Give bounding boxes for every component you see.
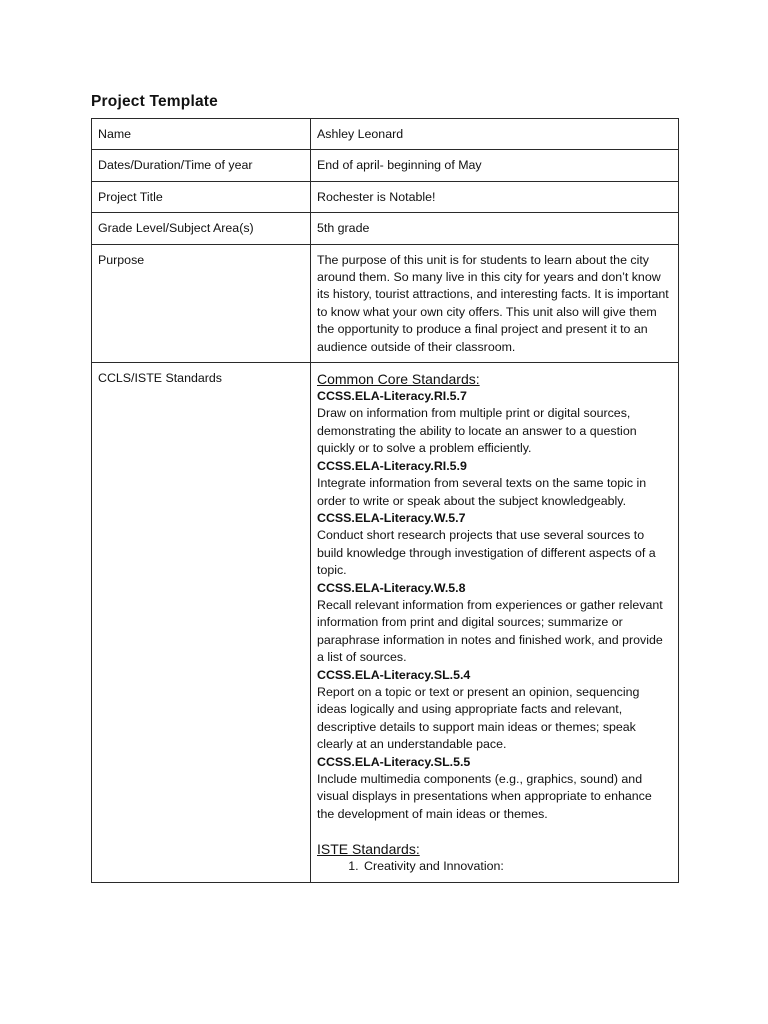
common-core-heading: Common Core Standards: <box>317 371 480 388</box>
row-value: Rochester is Notable! <box>311 181 679 212</box>
row-value: 5th grade <box>311 213 679 244</box>
table-row-purpose <box>92 244 679 362</box>
standard-description: Draw on information from multiple print or digital sources, demonstrating the ability to locate an answer to a question quickly or to solve a problem efficiently. <box>317 406 637 456</box>
row-label: CCLS/ISTE Standards <box>92 363 311 883</box>
standard-code: CCSS.ELA-Literacy.SL.5.5 <box>317 754 471 769</box>
table-row-grade <box>92 213 679 244</box>
row-label: Project Title <box>92 181 311 212</box>
row-label: Name <box>92 119 311 150</box>
row-value: End of april- beginning of May <box>311 150 679 181</box>
table-row-dates <box>92 150 679 181</box>
iste-list <box>317 858 672 875</box>
standard-code: CCSS.ELA-Literacy.SL.5.4 <box>317 667 471 682</box>
row-label: Grade Level/Subject Area(s) <box>92 213 311 244</box>
row-value: Ashley Leonard <box>311 119 679 150</box>
standards-cell <box>311 363 679 883</box>
standard-description: Conduct short research projects that use several sources to build knowledge through investigation of different aspects of a topic. <box>317 528 656 578</box>
row-label: Purpose <box>92 244 311 362</box>
spacer <box>317 823 672 840</box>
table-row-standards <box>92 363 679 883</box>
list-item: 1. Creativity and Innovation: <box>362 858 672 875</box>
table-row-project-title <box>92 181 679 212</box>
standard-description: Recall relevant information from experiences or gather relevant information from print and digital sources; summarize or paraphrase information in notes and finished work, and provide a list of sources. <box>317 597 663 665</box>
standard-code: CCSS.ELA-Literacy.RI.5.7 <box>317 389 467 404</box>
standard-description: Integrate information from several texts on the same topic in order to write or speak about the subject knowledgeably. <box>317 476 647 508</box>
standard-code: CCSS.ELA-Literacy.RI.5.9 <box>317 458 467 473</box>
project-template-table <box>91 118 679 883</box>
table-row-name <box>92 119 679 150</box>
standard-code: CCSS.ELA-Literacy.W.5.7 <box>317 510 466 525</box>
standard-description: Include multimedia components (e.g., graphics, sound) and visual displays in presentations when appropriate to enhance the development of main ideas or themes. <box>317 772 652 821</box>
document-title: Project Template <box>91 93 218 110</box>
iste-heading: ISTE Standards: <box>317 841 420 858</box>
row-label: Dates/Duration/Time of year <box>92 150 311 181</box>
standard-description: Report on a topic or text or present an opinion, sequencing ideas logically and using appropriate facts and relevant, descriptive details to support main ideas or themes; speak clearly at an understandable pace. <box>317 684 640 752</box>
row-value: The purpose of this unit is for students to learn about the city around them. So many live in this city for years and don’t know its history, tourist attractions, and interesting facts. It is important to know what your own city offers. This unit also will give them the opportunity to produce a final project and present it to an audience outside of their classroom. <box>311 244 679 362</box>
standard-code: CCSS.ELA-Literacy.W.5.8 <box>317 580 466 595</box>
